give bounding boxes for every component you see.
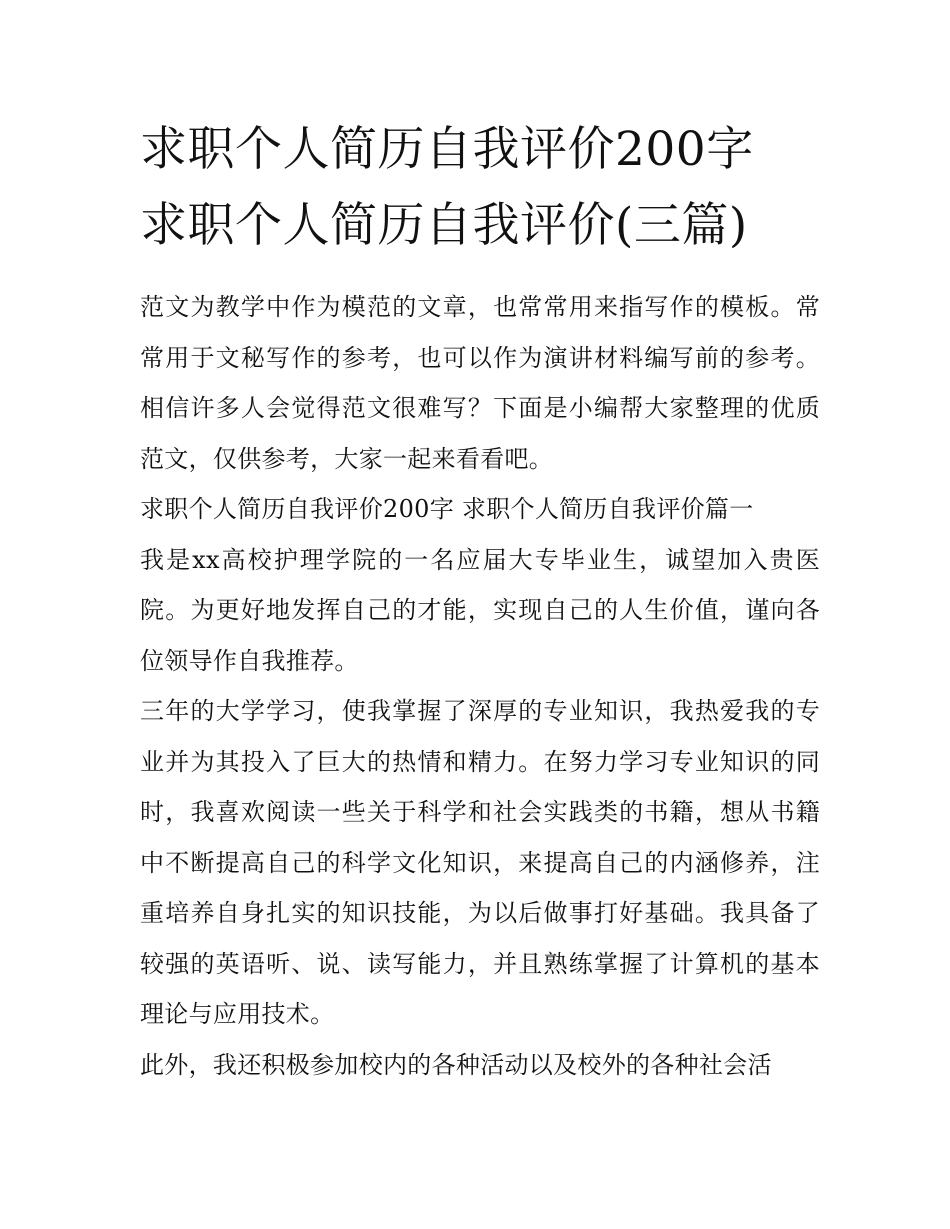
paragraph-2: 三年的大学学习，使我掌握了深厚的专业知识，我热爱我的专业并为其投入了巨大的热情和精力。在努力学习专业知识的同时，我喜欢阅读一些关于科学和社会实践类的书籍，想从书籍中不断提高自己的科学文化知识，来提高自己的内涵修养，注重培养自身扎实的知识技能，为以后做事打好基础。我具备了较强的英语听、说、读写能力，并且熟练掌握了计算机的基本理论与应用技术。	[140, 697, 820, 1028]
paragraph-1: 我是xx高校护理学院的一名应届大专毕业生，诚望加入贵医院。为更好地发挥自己的才能，实现自己的人生价值，谨向各位领导作自我推荐。	[140, 545, 820, 675]
paragraph-heading: 求职个人简历自我评价200字 求职个人简历自我评价篇一	[140, 495, 754, 523]
paragraph-3: 此外，我还积极参加校内的各种活动以及校外的各种社会活	[140, 1050, 772, 1079]
paragraph-intro: 范文为教学中作为模范的文章，也常常用来指写作的模板。常常用于文秘写作的参考，也可以作为演讲材料编写前的参考。相信许多人会觉得范文很难写？下面是小编帮大家整理的优质范文，仅供参考，大家一起来看看吧。	[140, 293, 820, 473]
document-title	[140, 112, 820, 264]
title-line-1: 求职个人简历自我评价200字	[140, 122, 754, 177]
document-body	[140, 282, 820, 1090]
document-page	[140, 112, 820, 1090]
title-line-2: 求职个人简历自我评价(三篇)	[140, 198, 748, 253]
